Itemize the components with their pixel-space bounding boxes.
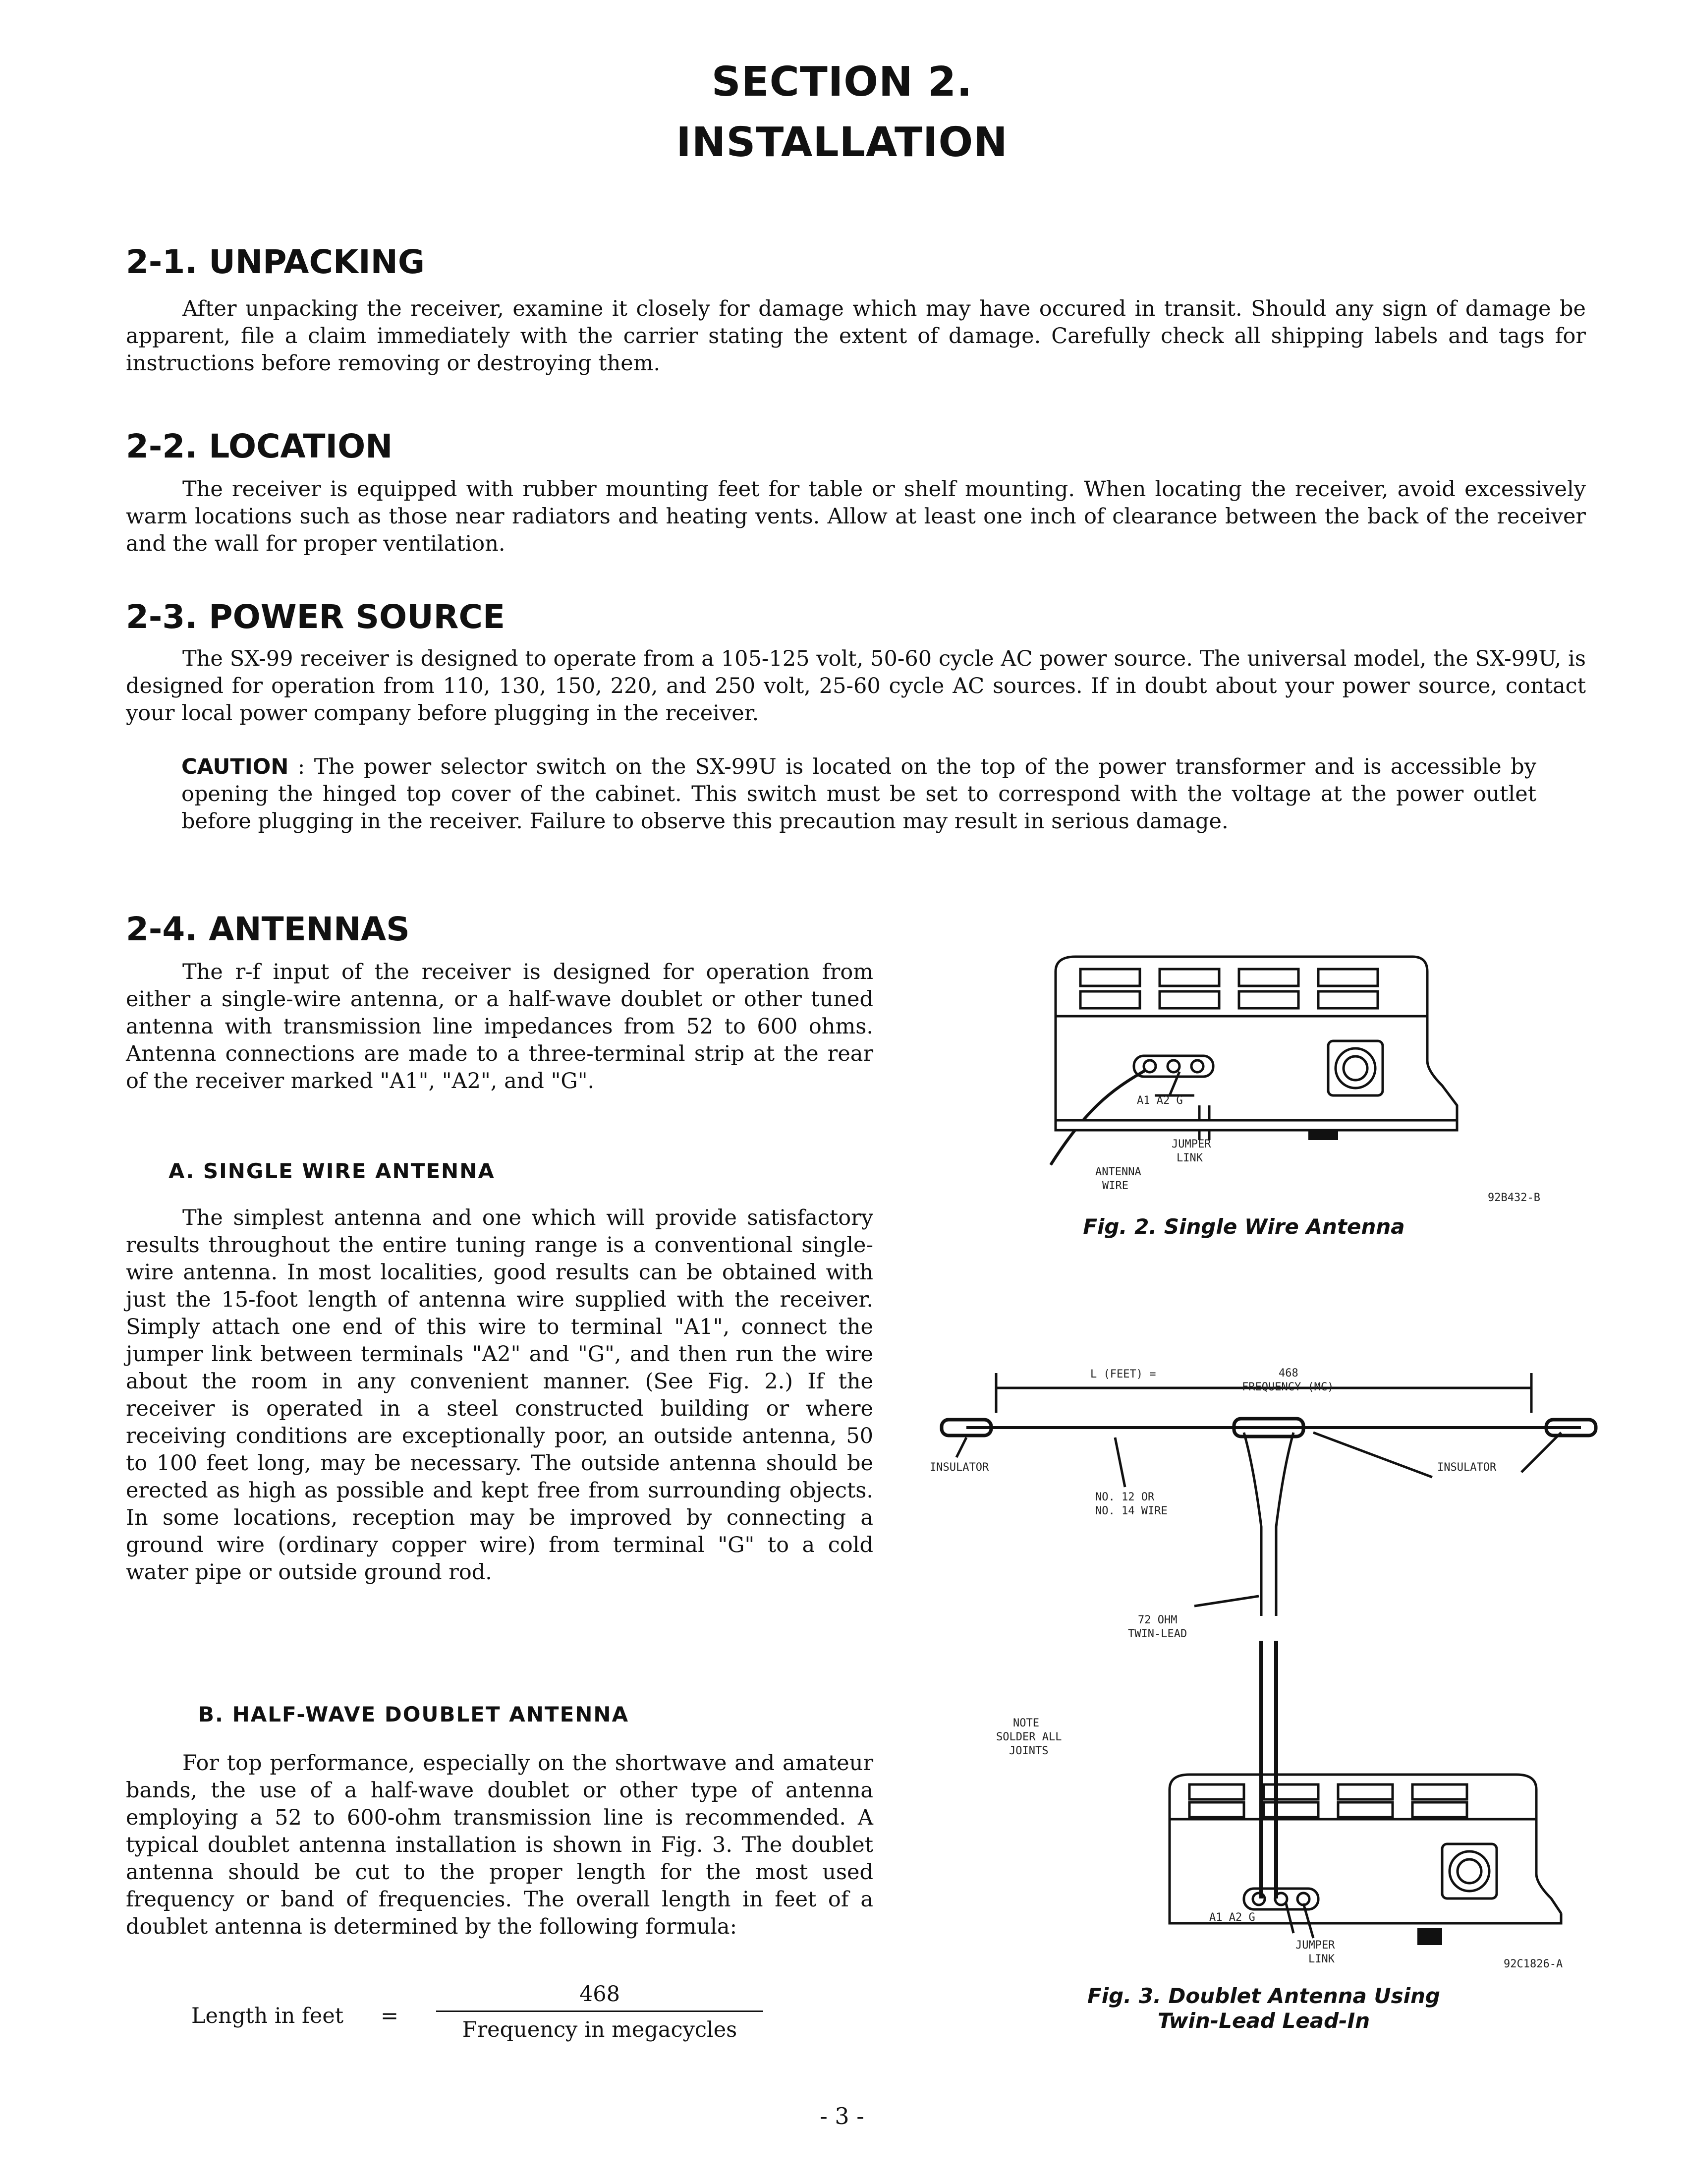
fig2-jumper-label: JUMPER <box>1172 1138 1211 1150</box>
formula-numerator: 468 <box>579 1982 620 2007</box>
fig2-code: 92B432-B <box>1488 1192 1540 1204</box>
heading-single-wire: A. SINGLE WIRE ANTENNA <box>168 1159 495 1183</box>
page-number: - 3 - <box>820 2103 864 2129</box>
doublet-text: For top performance, especially on the shortwave and amateur bands, the use of a half-wave doublet or other type of antenna employing a 52 to 600-ohm transmission line is recommended. A typical doublet antenna installation is shown in Fig. 3. The doublet antenna should be cut to the proper length for the most used frequency or band of frequencies. The overall length in feet of a doublet antenna is determined by the following formula: <box>126 1751 873 1939</box>
formula-denominator: Frequency in megacycles <box>462 2017 737 2042</box>
fig3-caption-line1: Fig. 3. Doublet Antenna Using <box>1087 1984 1440 2008</box>
caution-label: CAUTION <box>181 754 289 779</box>
formula-lhs: Length in feet <box>191 2004 344 2028</box>
heading-unpacking: 2-1. UNPACKING <box>126 243 425 281</box>
caution-text: : The power selector switch on the SX-99U is located on the top of the power transformer and is accessible by opening the hinged top cover of the cabinet. This switch must be set to correspond with the voltage at the power outlet before plugging in the receiver. Failure to observe this precaution may result in serious damage. <box>181 754 1536 834</box>
formula-equals: = <box>381 2004 399 2028</box>
heading-power-source: 2-3. POWER SOURCE <box>126 598 505 636</box>
fig3-note-line3: JOINTS <box>1009 1745 1049 1757</box>
fig2-link-label: LINK <box>1177 1152 1203 1164</box>
heading-antennas: 2-4. ANTENNAS <box>126 910 410 948</box>
fig2-wire-label: WIRE <box>1102 1180 1128 1192</box>
fig3-insulator-right: INSULATOR <box>1437 1461 1497 1474</box>
formula-divider <box>436 2011 763 2012</box>
fig3-link-label: LINK <box>1308 1953 1335 1965</box>
heading-location: 2-2. LOCATION <box>126 427 393 465</box>
fig2-terminal-label: A1 A2 G <box>1137 1094 1183 1107</box>
unpacking-text: After unpacking the receiver, examine it closely for damage which may have occured in transit. Should any sign of damage be apparent, file a claim immediately with the carrier stating the extent of damage. Carefully check all shipping labels and tags for instructions before removing or destroying them. <box>126 296 1586 376</box>
page-title: INSTALLATION <box>676 119 1008 166</box>
fig3-note-label: NOTE <box>1013 1717 1039 1729</box>
fig2-antenna-label: ANTENNA <box>1095 1166 1141 1178</box>
fig3-jumper-label: JUMPER <box>1295 1939 1335 1952</box>
power-source-text: The SX-99 receiver is designed to operate from a 105-125 volt, 50-60 cycle AC power source. The universal model, the SX-99U, is designed for operation from 110, 130, 150, 220, and 250 volt, 25-60 cycle AC sources. If in doubt about your power source, contact your local power company before plugging in the receiver. <box>126 646 1586 726</box>
fig3-length-label: L (FEET) = <box>1090 1368 1156 1380</box>
single-wire-text: The simplest antenna and one which will provide satisfactory results throughout the entire tuning range is a conventional single-wire antenna. In most localities, good results can be obtained with just the 15-foot length of antenna wire supplied with the receiver. Simply attach one end of this wire to terminal "A1", connect the jumper link between terminals "A2" and "G", and then run the wire about the room in any convenient manner. (See Fig. 2.) If the receiver is operated in a steel constructed building or where receiving conditions are exceptionally poor, an outside antenna, 50 to 100 feet long, may be necessary. The outside antenna should be erected as high as possible and kept free from surrounding objects. In some locations, reception may be improved by connecting a ground wire (ordinary copper wire) from terminal "G" to a cold water pipe or outside ground rod. <box>126 1206 873 1585</box>
fig3-terminal-label: A1 A2 G <box>1209 1911 1255 1924</box>
section-number: SECTION 2. <box>711 58 973 106</box>
fig3-code: 92C1826-A <box>1504 1958 1563 1970</box>
fig3-twinlead-label: TWIN-LEAD <box>1128 1628 1187 1640</box>
caution-note <box>181 753 1536 835</box>
fig3-ohm-label: 72 OHM <box>1138 1614 1178 1626</box>
figure-3-drawing <box>937 1358 1601 1998</box>
fig3-freq-label: FREQUENCY (MC) <box>1242 1381 1334 1393</box>
fig2-caption: Fig. 2. Single Wire Antenna <box>1083 1214 1405 1239</box>
fig3-note-line2: SOLDER ALL <box>996 1731 1062 1743</box>
antennas-intro: The r-f input of the receiver is designed for operation from either a single-wire antenna, or a half-wave doublet or other tuned antenna with transmission line impedances from 52 to 600 ohms. Antenna connections are made to a three-terminal strip at the rear of the receiver marked "A1", "A2", and "G". <box>126 960 873 1093</box>
fig3-wire-label-2: NO. 14 WIRE <box>1095 1505 1168 1517</box>
location-text: The receiver is equipped with rubber mounting feet for table or shelf mounting. When locating the receiver, avoid excessively warm locations such as those near radiators and heating vents. Allow at least one inch of clearance between the back of the receiver and the wall for proper ventilation. <box>126 477 1586 556</box>
fig3-wire-label-1: NO. 12 OR <box>1095 1491 1155 1503</box>
fig3-468-label: 468 <box>1279 1367 1298 1379</box>
figure-2-drawing <box>1026 947 1492 1200</box>
fig3-insulator-left: INSULATOR <box>930 1461 989 1474</box>
fig3-caption-line2: Twin-Lead Lead-In <box>1157 2009 1370 2033</box>
heading-doublet: B. HALF-WAVE DOUBLET ANTENNA <box>198 1702 629 1726</box>
